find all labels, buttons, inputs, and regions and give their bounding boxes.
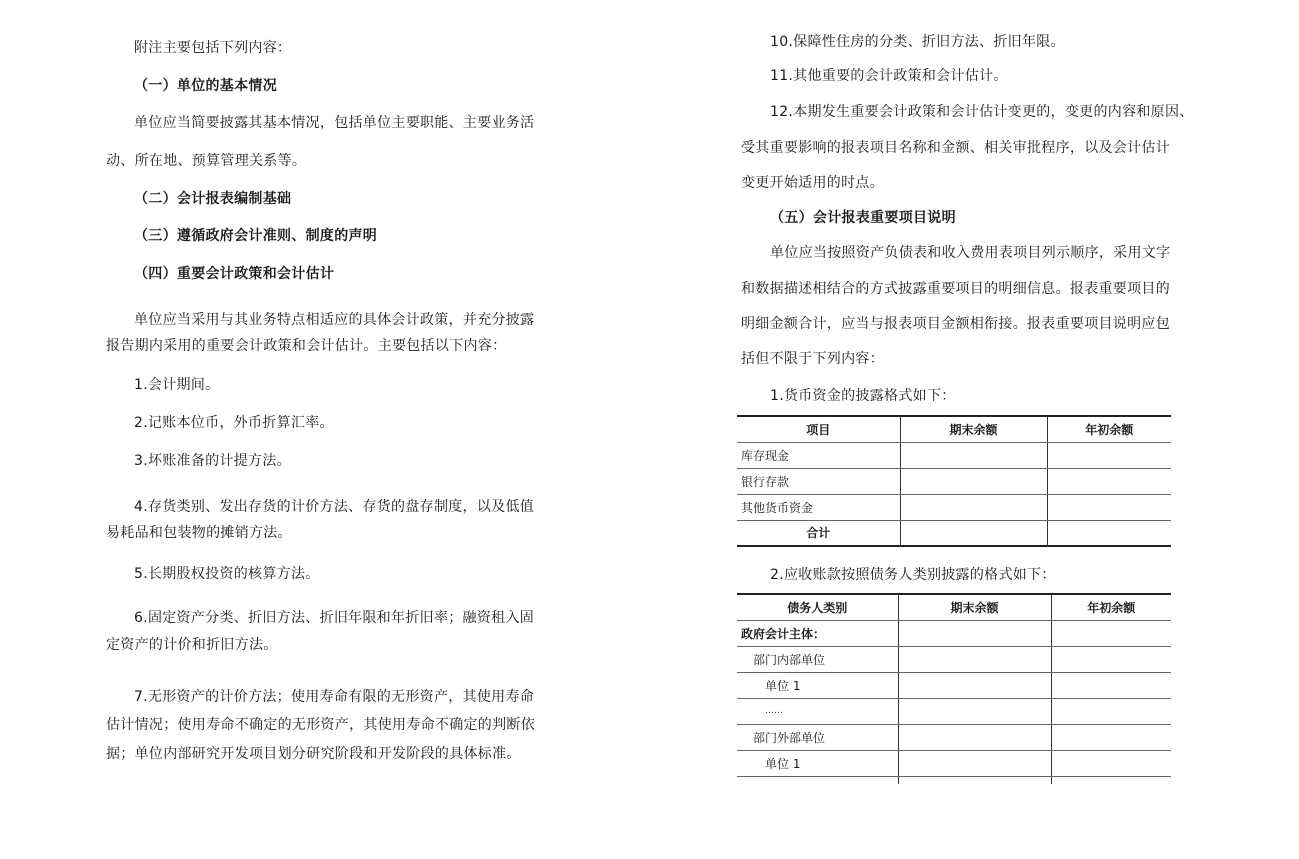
cash-table [737, 415, 1171, 547]
table-row [737, 494, 1171, 520]
table-row [737, 520, 1171, 546]
section-heading-basic-info: （一）单位的基本情况 [134, 78, 277, 94]
left-page [0, 0, 640, 859]
paragraph-line: 括但不限于下列内容： [741, 351, 884, 367]
paragraph-line: 和数据描述相结合的方式披露重要项目的明细信息。报表重要项目的 [741, 281, 1170, 297]
list-item: 定资产的计价和折旧方法。 [106, 637, 278, 653]
table-cell: 银行存款 [737, 468, 900, 494]
paragraph-line: 单位应当按照资产负债表和收入费用表项目列示顺序，采用文字 [770, 245, 1171, 261]
table-cell: …… [737, 698, 898, 724]
table-cell: 部门外部单位 [737, 724, 898, 750]
list-item: 11.其他重要的会计政策和会计估计。 [770, 68, 1008, 84]
list-item: 估计情况；使用寿命不确定的无形资产，其使用寿命不确定的判断依 [106, 717, 535, 733]
intro-text: 附注主要包括下列内容： [134, 40, 292, 56]
paragraph-line: 明细金额合计，应当与报表项目金额相衔接。报表重要项目说明应包 [741, 316, 1170, 332]
table-cell-total: 合计 [737, 520, 900, 546]
table-row [737, 698, 1171, 724]
table-header: 项目 [737, 416, 900, 442]
list-item: 易耗品和包装物的摊销方法。 [106, 525, 292, 541]
table-row [737, 672, 1171, 698]
list-item: 7.无形资产的计价方法；使用寿命有限的无形资产，其使用寿命 [134, 689, 535, 705]
list-item: 2.记账本位币，外币折算汇率。 [134, 415, 334, 431]
section-heading-key-items: （五）会计报表重要项目说明 [770, 210, 956, 226]
list-item: 受其重要影响的报表项目名称和金额、相关审批程序，以及会计估计 [741, 140, 1170, 156]
list-item: 1.会计期间。 [134, 377, 220, 393]
table-row [737, 620, 1171, 646]
table-caption: 2.应收账款按照债务人类别披露的格式如下： [770, 567, 1056, 583]
table-cell: 部门内部单位 [737, 646, 898, 672]
list-item: 6.固定资产分类、折旧方法、折旧年限和年折旧率；融资租入固 [134, 610, 535, 626]
table-header: 年初余额 [1047, 416, 1171, 442]
paragraph-line: 单位应当采用与其业务特点相适应的具体会计政策，并充分披露 [134, 312, 535, 328]
section-heading-policies: （四）重要会计政策和会计估计 [134, 266, 335, 282]
table-caption: 1.货币资金的披露格式如下： [770, 388, 956, 404]
section-heading-basis: （二）会计报表编制基础 [134, 191, 292, 207]
list-item: 4.存货类别、发出存货的计价方法、存货的盘存制度，以及低值 [134, 499, 535, 515]
right-page [640, 0, 1299, 859]
table-cell: 库存现金 [737, 442, 900, 468]
list-item: 5.长期股权投资的核算方法。 [134, 566, 320, 582]
paragraph-line: 报告期内采用的重要会计政策和会计估计。主要包括以下内容： [106, 338, 507, 354]
list-item: 12.本期发生重要会计政策和会计估计变更的，变更的内容和原因、 [770, 104, 1194, 120]
section-heading-compliance: （三）遵循政府会计准则、制度的声明 [134, 228, 378, 244]
list-item: 变更开始适用的时点。 [741, 175, 884, 191]
table-header: 债务人类别 [737, 594, 898, 620]
table-cell: 单位 1 [737, 750, 898, 776]
table-cell: 其他货币资金 [737, 494, 900, 520]
list-item: 10.保障性住房的分类、折旧方法、折旧年限。 [770, 34, 1065, 50]
receivables-table [737, 593, 1171, 784]
table-row [737, 442, 1171, 468]
table-cell: 单位 1 [737, 672, 898, 698]
table-header: 年初余额 [1051, 594, 1171, 620]
table-header: 期末余额 [900, 416, 1047, 442]
table-cell: 政府会计主体： [737, 620, 898, 646]
paragraph-line: 单位应当简要披露其基本情况，包括单位主要职能、主要业务活 [134, 115, 535, 131]
table-row [737, 468, 1171, 494]
list-item: 3.坏账准备的计提方法。 [134, 453, 291, 469]
table-row [737, 646, 1171, 672]
paragraph-line: 动、所在地、预算管理关系等。 [106, 153, 307, 169]
table-row-cutoff [737, 776, 1171, 784]
table-row [737, 750, 1171, 776]
table-row [737, 724, 1171, 750]
list-item: 据；单位内部研究开发项目划分研究阶段和开发阶段的具体标准。 [106, 746, 521, 762]
table-header: 期末余额 [898, 594, 1051, 620]
